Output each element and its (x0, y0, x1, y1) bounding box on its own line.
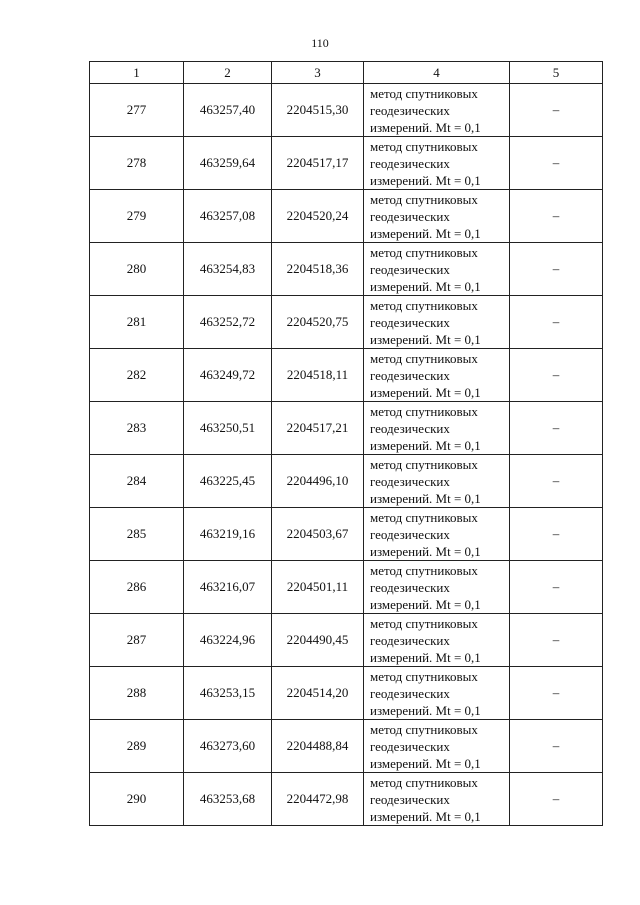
method-line: геодезических (370, 738, 450, 754)
note-cell: – (510, 667, 603, 720)
column-header: 3 (272, 62, 364, 84)
note-cell: – (510, 773, 603, 826)
method-line: геодезических (370, 420, 450, 436)
x-coordinate-cell: 463257,40 (184, 84, 272, 137)
method-line: геодезических (370, 473, 450, 489)
method-line: измерений. Mt = 0,1 (370, 278, 481, 294)
method-line: измерений. Mt = 0,1 (370, 490, 481, 506)
method-cell (364, 190, 510, 243)
table-row (90, 296, 603, 349)
method-line: метод спутниковых (370, 562, 478, 578)
note-cell: – (510, 614, 603, 667)
table-row (90, 614, 603, 667)
y-coordinate-cell: 2204518,11 (272, 349, 364, 402)
point-number-cell: 290 (90, 773, 184, 826)
note-cell: – (510, 561, 603, 614)
x-coordinate-cell: 463273,60 (184, 720, 272, 773)
point-number-cell: 289 (90, 720, 184, 773)
note-cell: – (510, 455, 603, 508)
table-row (90, 508, 603, 561)
point-number-cell: 287 (90, 614, 184, 667)
method-line: измерений. Mt = 0,1 (370, 172, 481, 188)
table-row (90, 667, 603, 720)
column-header: 5 (510, 62, 603, 84)
method-line: геодезических (370, 791, 450, 807)
y-coordinate-cell: 2204503,67 (272, 508, 364, 561)
method-line: измерений. Mt = 0,1 (370, 384, 481, 400)
table-row (90, 455, 603, 508)
method-line: метод спутниковых (370, 615, 478, 631)
y-coordinate-cell: 2204472,98 (272, 773, 364, 826)
x-coordinate-cell: 463216,07 (184, 561, 272, 614)
x-coordinate-cell: 463254,83 (184, 243, 272, 296)
method-line: метод спутниковых (370, 85, 478, 101)
method-line: измерений. Mt = 0,1 (370, 437, 481, 453)
point-number-cell: 279 (90, 190, 184, 243)
method-line: геодезических (370, 314, 450, 330)
method-line: измерений. Mt = 0,1 (370, 225, 481, 241)
method-cell (364, 84, 510, 137)
table-row (90, 402, 603, 455)
x-coordinate-cell: 463253,68 (184, 773, 272, 826)
y-coordinate-cell: 2204520,75 (272, 296, 364, 349)
table-row (90, 84, 603, 137)
y-coordinate-cell: 2204515,30 (272, 84, 364, 137)
note-cell: – (510, 720, 603, 773)
point-number-cell: 286 (90, 561, 184, 614)
note-cell: – (510, 508, 603, 561)
table-row (90, 773, 603, 826)
method-cell (364, 243, 510, 296)
x-coordinate-cell: 463257,08 (184, 190, 272, 243)
method-cell (364, 137, 510, 190)
method-line: геодезических (370, 102, 450, 118)
x-coordinate-cell: 463250,51 (184, 402, 272, 455)
point-number-cell: 278 (90, 137, 184, 190)
point-number-cell: 281 (90, 296, 184, 349)
x-coordinate-cell: 463252,72 (184, 296, 272, 349)
y-coordinate-cell: 2204518,36 (272, 243, 364, 296)
method-line: измерений. Mt = 0,1 (370, 808, 481, 824)
method-line: измерений. Mt = 0,1 (370, 543, 481, 559)
method-line: геодезических (370, 579, 450, 595)
note-cell: – (510, 243, 603, 296)
column-header: 2 (184, 62, 272, 84)
table-row (90, 243, 603, 296)
point-number-cell: 280 (90, 243, 184, 296)
method-line: метод спутниковых (370, 721, 478, 737)
method-line: измерений. Mt = 0,1 (370, 119, 481, 135)
note-cell: – (510, 190, 603, 243)
note-cell: – (510, 402, 603, 455)
method-line: измерений. Mt = 0,1 (370, 755, 481, 771)
method-line: измерений. Mt = 0,1 (370, 649, 481, 665)
method-cell (364, 402, 510, 455)
method-cell (364, 667, 510, 720)
method-line: метод спутниковых (370, 297, 478, 313)
header-row (90, 62, 603, 84)
point-number-cell: 288 (90, 667, 184, 720)
method-cell (364, 614, 510, 667)
y-coordinate-cell: 2204517,17 (272, 137, 364, 190)
page-number: 110 (311, 36, 329, 50)
note-cell: – (510, 296, 603, 349)
note-cell: – (510, 84, 603, 137)
table-row (90, 190, 603, 243)
y-coordinate-cell: 2204496,10 (272, 455, 364, 508)
method-line: геодезических (370, 367, 450, 383)
column-header: 4 (364, 62, 510, 84)
x-coordinate-cell: 463253,15 (184, 667, 272, 720)
method-line: метод спутниковых (370, 509, 478, 525)
method-line: метод спутниковых (370, 138, 478, 154)
method-line: измерений. Mt = 0,1 (370, 702, 481, 718)
coordinates-table (89, 61, 603, 826)
method-line: измерений. Mt = 0,1 (370, 596, 481, 612)
method-line: метод спутниковых (370, 668, 478, 684)
method-line: геодезических (370, 685, 450, 701)
point-number-cell: 285 (90, 508, 184, 561)
method-line: метод спутниковых (370, 244, 478, 260)
x-coordinate-cell: 463224,96 (184, 614, 272, 667)
method-cell (364, 773, 510, 826)
table-row (90, 720, 603, 773)
table-row (90, 137, 603, 190)
y-coordinate-cell: 2204501,11 (272, 561, 364, 614)
method-line: метод спутниковых (370, 191, 478, 207)
method-cell (364, 508, 510, 561)
method-line: метод спутниковых (370, 456, 478, 472)
table-row (90, 349, 603, 402)
method-line: измерений. Mt = 0,1 (370, 331, 481, 347)
point-number-cell: 284 (90, 455, 184, 508)
y-coordinate-cell: 2204488,84 (272, 720, 364, 773)
method-line: метод спутниковых (370, 774, 478, 790)
x-coordinate-cell: 463225,45 (184, 455, 272, 508)
method-line: геодезических (370, 526, 450, 542)
note-cell: – (510, 349, 603, 402)
method-line: геодезических (370, 261, 450, 277)
point-number-cell: 277 (90, 84, 184, 137)
method-cell (364, 296, 510, 349)
column-header: 1 (90, 62, 184, 84)
y-coordinate-cell: 2204514,20 (272, 667, 364, 720)
method-cell (364, 720, 510, 773)
method-line: геодезических (370, 155, 450, 171)
method-line: геодезических (370, 632, 450, 648)
x-coordinate-cell: 463219,16 (184, 508, 272, 561)
method-line: метод спутниковых (370, 403, 478, 419)
method-line: геодезических (370, 208, 450, 224)
x-coordinate-cell: 463249,72 (184, 349, 272, 402)
y-coordinate-cell: 2204490,45 (272, 614, 364, 667)
method-line: метод спутниковых (370, 350, 478, 366)
table-row (90, 561, 603, 614)
y-coordinate-cell: 2204517,21 (272, 402, 364, 455)
y-coordinate-cell: 2204520,24 (272, 190, 364, 243)
x-coordinate-cell: 463259,64 (184, 137, 272, 190)
point-number-cell: 283 (90, 402, 184, 455)
note-cell: – (510, 137, 603, 190)
point-number-cell: 282 (90, 349, 184, 402)
method-cell (364, 349, 510, 402)
method-cell (364, 455, 510, 508)
method-cell (364, 561, 510, 614)
